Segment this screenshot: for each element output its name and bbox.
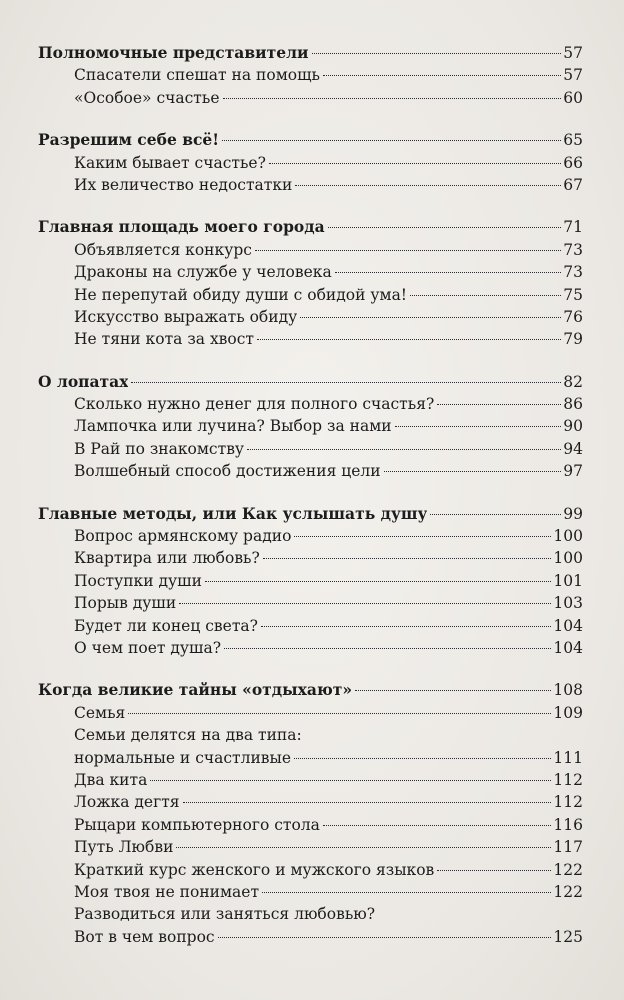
subchapter-title: Их величество недостатки — [74, 175, 293, 194]
subchapter-page-number: 122 — [553, 882, 583, 901]
subchapter-row — [38, 438, 583, 460]
subchapter-title: Разводиться или заняться любовью? — [74, 905, 376, 924]
dot-leader — [328, 227, 562, 228]
subchapter-page-number: 117 — [553, 838, 583, 857]
subchapter-row — [38, 903, 583, 925]
dot-leader — [224, 648, 551, 649]
subchapter-row — [38, 836, 583, 858]
subchapter-page-number: 94 — [563, 439, 583, 458]
subchapter-title: Семья — [74, 703, 126, 722]
subchapter-title: Порыв души — [74, 594, 177, 613]
chapter-page-number: 108 — [553, 681, 583, 700]
subchapter-title: Объявляется конкурс — [74, 240, 252, 259]
subchapter-page-number: 67 — [563, 175, 583, 194]
subchapter-page-number: 122 — [553, 860, 583, 879]
dot-leader — [323, 75, 561, 76]
dot-leader — [269, 163, 561, 164]
subchapter-row — [38, 881, 583, 903]
chapter-row — [38, 42, 583, 64]
subchapter-row — [38, 393, 583, 415]
subchapter-row — [38, 702, 583, 724]
subchapter-title: Спасатели спешат на помощь — [74, 66, 320, 85]
subchapter-row — [38, 239, 583, 261]
dot-leader — [205, 581, 552, 582]
chapter-title: Главные методы, или Как услышать душу — [38, 503, 428, 523]
subchapter-page-number: 75 — [563, 285, 583, 304]
dot-leader — [355, 690, 551, 691]
subchapter-row — [38, 460, 583, 482]
subchapter-row — [38, 926, 583, 948]
subchapter-title: Семьи делятся на два типа: — [74, 726, 302, 745]
subchapter-row — [38, 747, 583, 769]
toc-section — [38, 503, 583, 660]
chapter-page-number: 65 — [563, 131, 583, 150]
subchapter-page-number: 101 — [553, 571, 583, 590]
subchapter-row — [38, 570, 583, 592]
subchapter-page-number: 104 — [553, 638, 583, 657]
subchapter-page-number: 86 — [563, 395, 583, 414]
chapter-title: Разрешим себе всё! — [38, 130, 220, 150]
subchapter-row — [38, 791, 583, 813]
subchapter-page-number: 90 — [563, 417, 583, 436]
dot-leader — [294, 536, 551, 537]
subchapter-title: Два кита — [74, 770, 148, 789]
subchapter-title: В Рай по знакомству — [74, 439, 245, 458]
chapter-row — [38, 129, 583, 151]
dot-leader — [218, 937, 552, 938]
subchapter-page-number: 112 — [553, 793, 583, 812]
subchapter-page-number: 111 — [553, 748, 583, 767]
subchapter-row — [38, 174, 583, 196]
dot-leader — [183, 802, 552, 803]
dot-leader — [295, 185, 561, 186]
toc-section — [38, 42, 583, 109]
subchapter-title: Моя твоя не понимает — [74, 882, 260, 901]
subchapter-row — [38, 87, 583, 109]
subchapter-title: Драконы на службе у человека — [74, 263, 332, 282]
dot-leader — [128, 713, 551, 714]
subchapter-title: Краткий курс женского и мужского языков — [74, 860, 435, 879]
chapter-title: Когда великие тайны «отдыхают» — [38, 680, 353, 700]
chapter-title: Полномочные представители — [38, 43, 309, 62]
dot-leader — [179, 603, 551, 604]
toc-section — [38, 371, 583, 483]
dot-leader — [257, 339, 561, 340]
chapter-page-number: 99 — [563, 504, 583, 523]
toc-section — [38, 216, 583, 350]
subchapter-page-number: 100 — [553, 549, 583, 568]
subchapter-page-number: 116 — [553, 815, 583, 834]
subchapter-row — [38, 592, 583, 614]
subchapter-page-number: 60 — [563, 88, 583, 107]
subchapter-page-number: 66 — [563, 153, 583, 172]
dot-leader — [263, 558, 552, 559]
subchapter-title: нормальные и счастливые — [74, 748, 292, 767]
chapter-row — [38, 371, 583, 393]
dot-leader — [261, 626, 551, 627]
subchapter-row — [38, 637, 583, 659]
subchapter-title: Вопрос армянскому радио — [74, 527, 292, 546]
subchapter-row — [38, 415, 583, 437]
dot-leader — [131, 382, 561, 383]
subchapter-title: Не перепутай обиду души с обидой ума! — [74, 285, 408, 304]
dot-leader — [384, 471, 562, 472]
subchapter-row — [38, 284, 583, 306]
chapter-page-number: 57 — [563, 44, 583, 62]
dot-leader — [312, 53, 562, 54]
subchapter-title: Будет ли конец света? — [74, 616, 258, 635]
subchapter-title: «Особое» счастье — [74, 88, 220, 107]
subchapter-row — [38, 769, 583, 791]
subchapter-page-number: 109 — [553, 703, 583, 722]
dot-leader — [222, 140, 561, 141]
subchapter-row — [38, 814, 583, 836]
dot-leader — [300, 317, 561, 318]
subchapter-page-number: 76 — [563, 307, 583, 326]
subchapter-row — [38, 328, 583, 350]
subchapter-title: Волшебный способ достижения цели — [74, 462, 381, 481]
subchapter-page-number: 79 — [563, 330, 583, 349]
dot-leader — [410, 295, 561, 296]
chapter-row — [38, 503, 583, 525]
subchapter-row — [38, 525, 583, 547]
chapter-page-number: 71 — [563, 218, 583, 237]
dot-leader — [395, 426, 562, 427]
dot-leader — [255, 250, 561, 251]
dot-leader — [430, 514, 561, 515]
subchapter-page-number: 73 — [563, 263, 583, 282]
chapter-title: Главная площадь моего города — [38, 217, 325, 237]
dot-leader — [262, 892, 551, 893]
subchapter-row — [38, 261, 583, 283]
subchapter-row — [38, 724, 583, 746]
dot-leader — [437, 870, 551, 871]
subchapter-row — [38, 152, 583, 174]
table-of-contents — [38, 42, 583, 968]
subchapter-title: Поступки души — [74, 571, 202, 590]
subchapter-title: О чем поет душа? — [74, 638, 222, 657]
subchapter-title: Путь Любви — [74, 838, 174, 857]
chapter-title: О лопатах — [38, 371, 129, 391]
subchapter-row — [38, 306, 583, 328]
subchapter-title: Не тяни кота за хвост — [74, 330, 254, 349]
toc-section — [38, 679, 583, 948]
subchapter-title: Квартира или любовь? — [74, 549, 260, 568]
dot-leader — [437, 404, 561, 405]
subchapter-title: Искусство выражать обиду — [74, 307, 298, 326]
dot-leader — [176, 847, 551, 848]
subchapter-row — [38, 547, 583, 569]
subchapter-page-number: 97 — [563, 462, 583, 481]
subchapter-row — [38, 859, 583, 881]
subchapter-title: Вот в чем вопрос — [74, 927, 215, 946]
subchapter-row — [38, 64, 583, 86]
subchapter-title: Ложка дегтя — [74, 793, 180, 812]
dot-leader — [150, 780, 551, 781]
chapter-row — [38, 216, 583, 238]
chapter-page-number: 82 — [563, 372, 583, 391]
subchapter-page-number: 103 — [553, 594, 583, 613]
dot-leader — [247, 449, 561, 450]
dot-leader — [223, 98, 562, 99]
subchapter-title: Сколько нужно денег для полного счастья? — [74, 395, 435, 414]
subchapter-page-number: 112 — [553, 770, 583, 789]
subchapter-title: Лампочка или лучина? Выбор за нами — [74, 417, 392, 436]
dot-leader — [323, 825, 552, 826]
dot-leader — [335, 272, 562, 273]
subchapter-row — [38, 615, 583, 637]
subchapter-page-number: 125 — [553, 927, 583, 946]
subchapter-page-number: 100 — [553, 527, 583, 546]
subchapter-page-number: 104 — [553, 616, 583, 635]
subchapter-page-number: 73 — [563, 240, 583, 259]
chapter-row — [38, 679, 583, 701]
toc-section — [38, 129, 583, 196]
subchapter-page-number: 57 — [563, 66, 583, 85]
dot-leader — [294, 758, 551, 759]
subchapter-title: Рыцари компьютерного стола — [74, 815, 320, 834]
subchapter-title: Каким бывает счастье? — [74, 153, 266, 172]
